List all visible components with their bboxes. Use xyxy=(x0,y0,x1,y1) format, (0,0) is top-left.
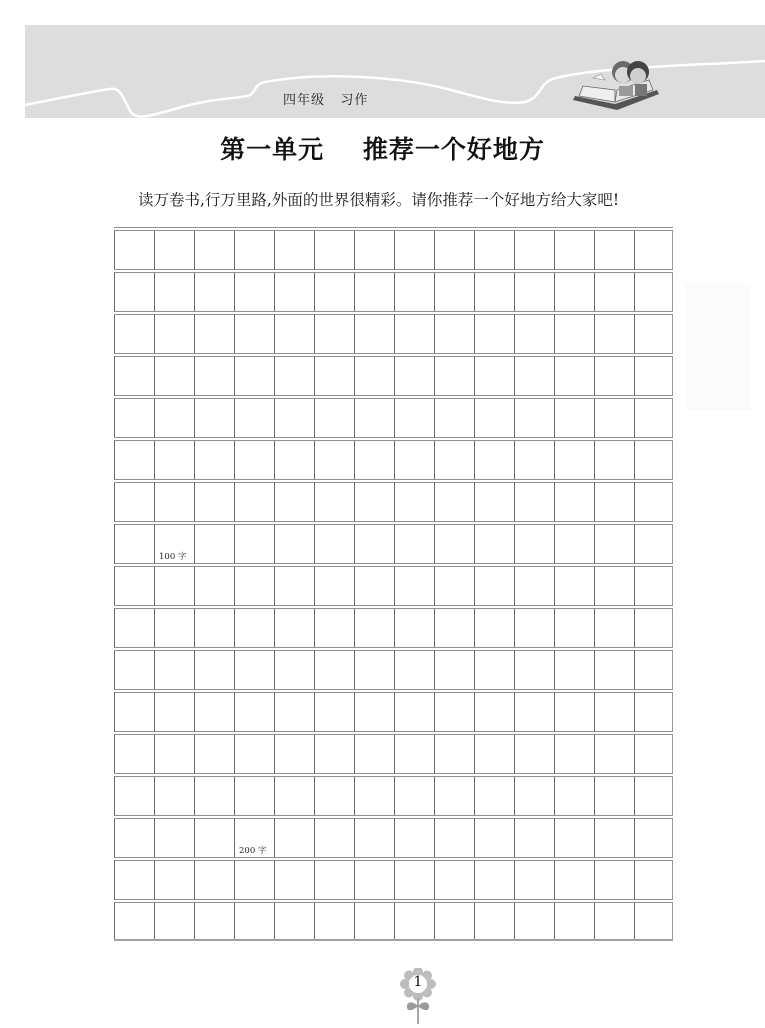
writing-cell[interactable] xyxy=(234,819,274,857)
writing-cell[interactable] xyxy=(234,231,274,269)
writing-cell[interactable] xyxy=(634,735,673,773)
writing-cell[interactable] xyxy=(434,777,474,815)
writing-cell[interactable] xyxy=(314,273,354,311)
grid-row xyxy=(114,227,673,269)
writing-cell[interactable] xyxy=(234,357,274,395)
writing-cell[interactable] xyxy=(594,357,634,395)
writing-cell[interactable] xyxy=(394,315,434,353)
writing-cell[interactable] xyxy=(394,861,434,899)
writing-cell[interactable] xyxy=(514,693,554,731)
writing-cell[interactable] xyxy=(434,441,474,479)
grid-row xyxy=(114,353,673,395)
writing-cell[interactable] xyxy=(554,231,594,269)
writing-cell[interactable] xyxy=(274,819,314,857)
writing-prompt: 读万卷书,行万里路,外面的世界很精彩。请你推荐一个好地方给大家吧! xyxy=(138,191,620,209)
writing-cell[interactable] xyxy=(194,567,234,605)
grid-row xyxy=(114,605,673,647)
writing-cell[interactable] xyxy=(314,819,354,857)
writing-cell[interactable] xyxy=(314,231,354,269)
writing-cell[interactable] xyxy=(634,777,673,815)
writing-cell[interactable] xyxy=(474,273,514,311)
writing-cell[interactable] xyxy=(594,735,634,773)
writing-cell[interactable] xyxy=(194,777,234,815)
writing-cell[interactable] xyxy=(154,273,194,311)
writing-cell[interactable] xyxy=(114,231,154,269)
writing-cell[interactable] xyxy=(434,861,474,899)
writing-cell[interactable] xyxy=(474,399,514,437)
writing-cell[interactable] xyxy=(274,861,314,899)
writing-cell[interactable] xyxy=(514,357,554,395)
page-number: 1 xyxy=(413,974,423,990)
writing-cell[interactable] xyxy=(434,693,474,731)
writing-cell[interactable] xyxy=(394,903,434,939)
writing-cell[interactable] xyxy=(554,903,594,939)
writing-cell[interactable] xyxy=(554,693,594,731)
grade-subject-label: 四年级 习作 xyxy=(283,93,369,108)
writing-cell[interactable] xyxy=(634,651,673,689)
writing-cell[interactable] xyxy=(634,861,673,899)
writing-cell[interactable] xyxy=(554,525,594,563)
writing-cell[interactable] xyxy=(114,903,154,939)
writing-cell[interactable] xyxy=(594,693,634,731)
writing-cell[interactable] xyxy=(514,861,554,899)
writing-cell[interactable] xyxy=(634,483,673,521)
writing-cell[interactable] xyxy=(154,735,194,773)
writing-cell[interactable] xyxy=(514,609,554,647)
writing-cell[interactable] xyxy=(114,567,154,605)
writing-cell[interactable] xyxy=(594,861,634,899)
word-count-marker: 200 字 xyxy=(239,846,267,856)
writing-cell[interactable] xyxy=(514,315,554,353)
writing-cell[interactable] xyxy=(154,315,194,353)
writing-cell[interactable] xyxy=(634,903,673,939)
writing-cell[interactable] xyxy=(434,567,474,605)
writing-cell[interactable] xyxy=(594,609,634,647)
writing-cell[interactable] xyxy=(274,567,314,605)
writing-cell[interactable] xyxy=(354,441,394,479)
writing-cell[interactable] xyxy=(634,399,673,437)
writing-cell[interactable] xyxy=(234,483,274,521)
writing-cell[interactable] xyxy=(354,357,394,395)
writing-cell[interactable] xyxy=(194,861,234,899)
writing-cell[interactable] xyxy=(234,273,274,311)
writing-cell[interactable] xyxy=(554,651,594,689)
writing-cell[interactable] xyxy=(154,483,194,521)
writing-cell[interactable] xyxy=(474,819,514,857)
writing-cell[interactable] xyxy=(274,231,314,269)
writing-cell[interactable] xyxy=(594,903,634,939)
writing-cell[interactable] xyxy=(194,819,234,857)
writing-cell[interactable] xyxy=(274,483,314,521)
writing-cell[interactable] xyxy=(154,231,194,269)
writing-cell[interactable] xyxy=(554,819,594,857)
writing-cell[interactable] xyxy=(194,609,234,647)
writing-cell[interactable] xyxy=(634,567,673,605)
writing-cell[interactable] xyxy=(474,483,514,521)
writing-cell[interactable] xyxy=(634,693,673,731)
writing-cell[interactable] xyxy=(434,399,474,437)
writing-cell[interactable] xyxy=(154,357,194,395)
writing-cell[interactable] xyxy=(394,693,434,731)
grid-row xyxy=(114,773,673,815)
writing-cell[interactable] xyxy=(274,777,314,815)
writing-cell[interactable] xyxy=(194,483,234,521)
writing-grid[interactable] xyxy=(114,227,673,941)
writing-cell[interactable] xyxy=(154,693,194,731)
writing-cell[interactable] xyxy=(274,525,314,563)
grid-row xyxy=(114,563,673,605)
grid-row xyxy=(114,647,673,689)
writing-cell[interactable] xyxy=(234,777,274,815)
writing-cell[interactable] xyxy=(114,609,154,647)
writing-cell[interactable] xyxy=(394,735,434,773)
writing-cell[interactable] xyxy=(194,399,234,437)
writing-cell[interactable] xyxy=(154,777,194,815)
writing-cell[interactable] xyxy=(274,609,314,647)
writing-cell[interactable] xyxy=(314,399,354,437)
writing-cell[interactable] xyxy=(274,399,314,437)
grid-row xyxy=(114,269,673,311)
writing-cell[interactable] xyxy=(394,567,434,605)
writing-cell[interactable] xyxy=(194,315,234,353)
writing-cell[interactable] xyxy=(434,735,474,773)
writing-cell[interactable] xyxy=(594,315,634,353)
writing-cell[interactable] xyxy=(274,315,314,353)
writing-cell[interactable] xyxy=(114,693,154,731)
writing-cell[interactable] xyxy=(394,609,434,647)
writing-cell[interactable] xyxy=(114,273,154,311)
writing-cell[interactable] xyxy=(554,315,594,353)
grid-row xyxy=(114,479,673,521)
writing-cell[interactable] xyxy=(474,903,514,939)
writing-cell[interactable] xyxy=(354,567,394,605)
writing-cell[interactable] xyxy=(114,735,154,773)
writing-cell[interactable] xyxy=(594,567,634,605)
writing-cell[interactable] xyxy=(354,861,394,899)
writing-cell[interactable] xyxy=(594,273,634,311)
writing-cell[interactable] xyxy=(274,903,314,939)
writing-cell[interactable] xyxy=(594,819,634,857)
writing-cell[interactable] xyxy=(354,525,394,563)
writing-cell[interactable] xyxy=(514,231,554,269)
writing-cell[interactable] xyxy=(394,399,434,437)
writing-cell[interactable] xyxy=(194,231,234,269)
writing-cell[interactable] xyxy=(474,567,514,605)
writing-cell[interactable] xyxy=(354,231,394,269)
writing-cell[interactable] xyxy=(194,693,234,731)
writing-cell[interactable] xyxy=(594,777,634,815)
writing-cell[interactable] xyxy=(474,609,514,647)
writing-cell[interactable] xyxy=(114,819,154,857)
writing-cell[interactable] xyxy=(594,651,634,689)
writing-cell[interactable] xyxy=(314,693,354,731)
writing-cell[interactable] xyxy=(594,441,634,479)
writing-cell[interactable] xyxy=(274,357,314,395)
writing-cell[interactable] xyxy=(554,861,594,899)
writing-cell[interactable] xyxy=(234,315,274,353)
writing-cell[interactable] xyxy=(154,651,194,689)
writing-cell[interactable] xyxy=(274,651,314,689)
writing-cell[interactable] xyxy=(554,609,594,647)
writing-cell[interactable] xyxy=(274,735,314,773)
writing-cell[interactable] xyxy=(114,651,154,689)
unit-title: 第一单元 推荐一个好地方 xyxy=(220,135,545,164)
writing-cell[interactable] xyxy=(554,357,594,395)
writing-cell[interactable] xyxy=(314,609,354,647)
writing-cell[interactable] xyxy=(314,861,354,899)
writing-cell[interactable] xyxy=(514,567,554,605)
writing-cell[interactable] xyxy=(634,315,673,353)
writing-cell[interactable] xyxy=(474,315,514,353)
writing-cell[interactable] xyxy=(314,483,354,521)
writing-cell[interactable] xyxy=(354,399,394,437)
writing-cell[interactable] xyxy=(154,441,194,479)
writing-cell[interactable] xyxy=(474,231,514,269)
writing-cell[interactable] xyxy=(594,399,634,437)
writing-cell[interactable] xyxy=(554,273,594,311)
writing-cell[interactable] xyxy=(314,651,354,689)
writing-cell[interactable] xyxy=(354,777,394,815)
writing-cell[interactable] xyxy=(394,777,434,815)
writing-cell[interactable] xyxy=(474,777,514,815)
writing-cell[interactable] xyxy=(314,357,354,395)
writing-cell[interactable] xyxy=(434,903,474,939)
writing-cell[interactable] xyxy=(194,525,234,563)
writing-cell[interactable] xyxy=(554,399,594,437)
writing-cell[interactable] xyxy=(354,651,394,689)
writing-cell[interactable] xyxy=(514,399,554,437)
writing-cell[interactable] xyxy=(554,441,594,479)
writing-cell[interactable] xyxy=(434,357,474,395)
writing-cell[interactable] xyxy=(634,273,673,311)
writing-cell[interactable] xyxy=(394,231,434,269)
writing-cell[interactable] xyxy=(434,273,474,311)
grid-row xyxy=(114,899,673,941)
grid-row xyxy=(114,395,673,437)
writing-cell[interactable] xyxy=(514,483,554,521)
writing-cell[interactable] xyxy=(434,483,474,521)
writing-cell[interactable] xyxy=(554,735,594,773)
writing-cell[interactable] xyxy=(234,525,274,563)
writing-cell[interactable] xyxy=(354,315,394,353)
writing-cell[interactable] xyxy=(234,693,274,731)
writing-cell[interactable] xyxy=(514,441,554,479)
writing-cell[interactable] xyxy=(434,609,474,647)
writing-cell[interactable] xyxy=(394,357,434,395)
writing-cell[interactable] xyxy=(194,651,234,689)
writing-cell[interactable] xyxy=(114,483,154,521)
writing-cell[interactable] xyxy=(554,777,594,815)
writing-cell[interactable] xyxy=(514,651,554,689)
writing-cell[interactable] xyxy=(314,525,354,563)
writing-cell[interactable] xyxy=(634,357,673,395)
writing-cell[interactable] xyxy=(554,567,594,605)
grid-row xyxy=(114,437,673,479)
writing-cell[interactable] xyxy=(154,861,194,899)
writing-cell[interactable] xyxy=(634,441,673,479)
writing-cell[interactable] xyxy=(234,735,274,773)
writing-cell[interactable] xyxy=(354,693,394,731)
writing-cell[interactable] xyxy=(274,441,314,479)
writing-cell[interactable] xyxy=(234,399,274,437)
writing-cell[interactable] xyxy=(394,483,434,521)
writing-cell[interactable] xyxy=(154,399,194,437)
writing-cell[interactable] xyxy=(274,693,314,731)
writing-cell[interactable] xyxy=(354,609,394,647)
writing-cell[interactable] xyxy=(154,903,194,939)
writing-cell[interactable] xyxy=(314,777,354,815)
children-reading-book-icon xyxy=(565,50,670,122)
writing-cell[interactable] xyxy=(114,315,154,353)
writing-cell[interactable] xyxy=(194,903,234,939)
writing-cell[interactable] xyxy=(194,273,234,311)
writing-cell[interactable] xyxy=(194,357,234,395)
writing-cell[interactable] xyxy=(234,441,274,479)
writing-cell[interactable] xyxy=(154,525,194,563)
writing-cell[interactable] xyxy=(314,567,354,605)
writing-cell[interactable] xyxy=(394,441,434,479)
writing-cell[interactable] xyxy=(114,525,154,563)
writing-cell[interactable] xyxy=(234,861,274,899)
writing-cell[interactable] xyxy=(234,651,274,689)
side-tab-shade xyxy=(685,283,751,410)
writing-cell[interactable] xyxy=(434,651,474,689)
writing-cell[interactable] xyxy=(354,903,394,939)
writing-cell[interactable] xyxy=(514,777,554,815)
writing-cell[interactable] xyxy=(114,357,154,395)
writing-cell[interactable] xyxy=(234,903,274,939)
writing-cell[interactable] xyxy=(394,651,434,689)
writing-cell[interactable] xyxy=(314,903,354,939)
grid-row xyxy=(114,815,673,857)
writing-cell[interactable] xyxy=(194,441,234,479)
grid-row xyxy=(114,689,673,731)
writing-cell[interactable] xyxy=(434,819,474,857)
writing-cell[interactable] xyxy=(314,441,354,479)
writing-cell[interactable] xyxy=(474,693,514,731)
writing-cell[interactable] xyxy=(394,525,434,563)
writing-cell[interactable] xyxy=(474,441,514,479)
writing-cell[interactable] xyxy=(154,567,194,605)
writing-cell[interactable] xyxy=(314,315,354,353)
writing-cell[interactable] xyxy=(474,861,514,899)
grid-row xyxy=(114,857,673,899)
writing-cell[interactable] xyxy=(434,231,474,269)
writing-cell[interactable] xyxy=(354,735,394,773)
page-number-badge xyxy=(400,968,436,1024)
writing-cell[interactable] xyxy=(474,735,514,773)
writing-cell[interactable] xyxy=(354,819,394,857)
writing-cell[interactable] xyxy=(234,567,274,605)
writing-cell[interactable] xyxy=(474,357,514,395)
writing-cell[interactable] xyxy=(514,273,554,311)
writing-cell[interactable] xyxy=(634,525,673,563)
writing-cell[interactable] xyxy=(114,861,154,899)
writing-cell[interactable] xyxy=(394,273,434,311)
writing-cell[interactable] xyxy=(354,483,394,521)
writing-cell[interactable] xyxy=(354,273,394,311)
writing-cell[interactable] xyxy=(474,651,514,689)
word-count-marker: 100 字 xyxy=(159,552,187,562)
writing-cell[interactable] xyxy=(514,819,554,857)
grid-row xyxy=(114,731,673,773)
writing-cell[interactable] xyxy=(434,315,474,353)
writing-cell[interactable] xyxy=(594,525,634,563)
writing-cell[interactable] xyxy=(114,777,154,815)
writing-cell[interactable] xyxy=(114,399,154,437)
writing-cell[interactable] xyxy=(514,735,554,773)
writing-cell[interactable] xyxy=(474,525,514,563)
writing-cell[interactable] xyxy=(554,483,594,521)
writing-cell[interactable] xyxy=(634,609,673,647)
writing-cell[interactable] xyxy=(154,819,194,857)
writing-cell[interactable] xyxy=(594,231,634,269)
writing-cell[interactable] xyxy=(514,903,554,939)
writing-cell[interactable] xyxy=(594,483,634,521)
writing-cell[interactable] xyxy=(274,273,314,311)
writing-cell[interactable] xyxy=(194,735,234,773)
writing-cell[interactable] xyxy=(634,231,673,269)
writing-cell[interactable] xyxy=(154,609,194,647)
writing-cell[interactable] xyxy=(434,525,474,563)
writing-cell[interactable] xyxy=(314,735,354,773)
writing-cell[interactable] xyxy=(514,525,554,563)
writing-cell[interactable] xyxy=(234,609,274,647)
grid-row xyxy=(114,311,673,353)
writing-cell[interactable] xyxy=(394,819,434,857)
grid-row xyxy=(114,521,673,563)
writing-cell[interactable] xyxy=(114,441,154,479)
writing-cell[interactable] xyxy=(634,819,673,857)
